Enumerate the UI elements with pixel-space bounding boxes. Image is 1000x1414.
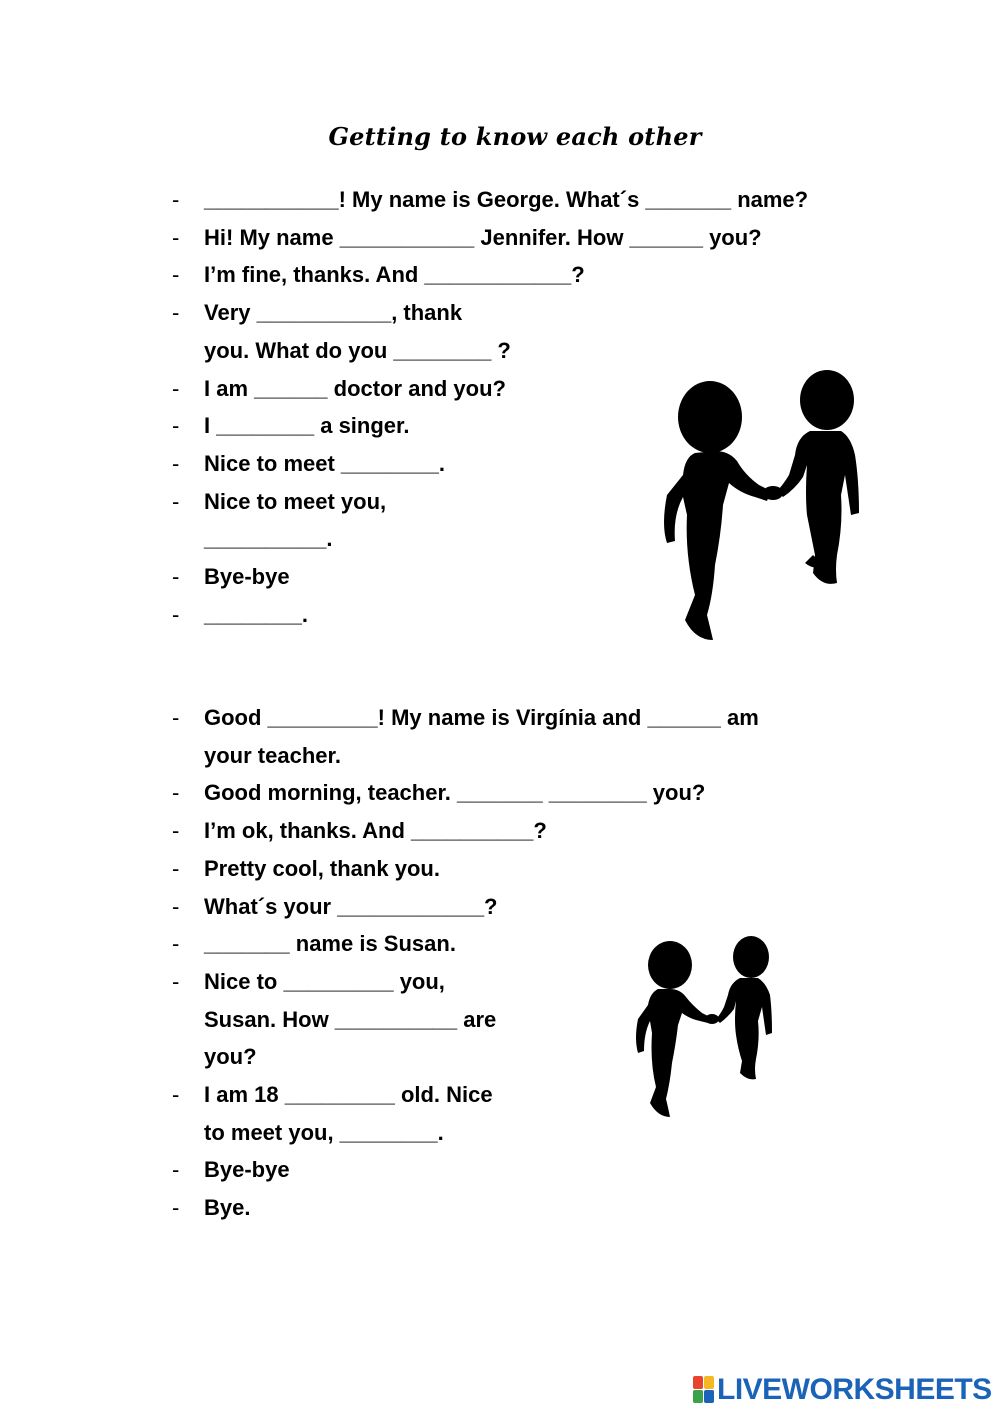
dialogue-line: to meet you, ________. (204, 1119, 444, 1145)
dialogue-line: - I am 18 _________ old. Nice (172, 1076, 759, 1114)
dialogue-line: - I ________ a singer. (172, 407, 808, 445)
liveworksheets-logo-icon (693, 1376, 715, 1404)
dialogue-line: - ___________! My name is George. What´s _______ name? (172, 181, 808, 219)
dialogue-line: - Very ___________, thank (172, 294, 808, 332)
dialogue-line: - Bye-bye (172, 1151, 759, 1189)
dialogue-line: - What´s your ____________? (172, 888, 759, 926)
dialogue-line: - Nice to _________ you, (172, 963, 759, 1001)
dialogue-line: - ________. (172, 596, 808, 634)
page-title: Getting to know each other (328, 122, 702, 151)
dialogue-line: you. What do you ________ ? (204, 337, 511, 363)
dialogue-line: - Good _________! My name is Virgínia and ______ am (172, 699, 759, 737)
dialogue-line: - I’m ok, thanks. And __________? (172, 812, 759, 850)
dialogue-line: you? (204, 1044, 257, 1070)
dialogue-line: - _______ name is Susan. (172, 925, 759, 963)
dialogue-line: - Nice to meet ________. (172, 445, 808, 483)
dialogue-line: - Nice to meet you, (172, 483, 808, 521)
dialogue-line: __________. (204, 526, 333, 552)
dialogue-line: - I’m fine, thanks. And ____________? (172, 256, 808, 294)
dialogue-line: - Good morning, teacher. _______ ________ you? (172, 774, 759, 812)
silhouette-couple-icon (655, 365, 870, 645)
dialogue-line: - I am ______ doctor and you? (172, 370, 808, 408)
silhouette-couple-icon (630, 935, 790, 1125)
dialogue-line: Susan. How __________ are (204, 1006, 497, 1032)
dialogue-line: your teacher. (204, 742, 341, 768)
liveworksheets-logo (693, 1373, 992, 1407)
dialogue-line: - Pretty cool, thank you. (172, 850, 759, 888)
dialogue-line: - Hi! My name ___________ Jennifer. How ______ you? (172, 219, 808, 257)
dialogue-line: - Bye. (172, 1189, 759, 1227)
logo-text: LIVEWORKSHEETS (717, 1373, 992, 1406)
dialogue-line: - Bye-bye (172, 558, 808, 596)
